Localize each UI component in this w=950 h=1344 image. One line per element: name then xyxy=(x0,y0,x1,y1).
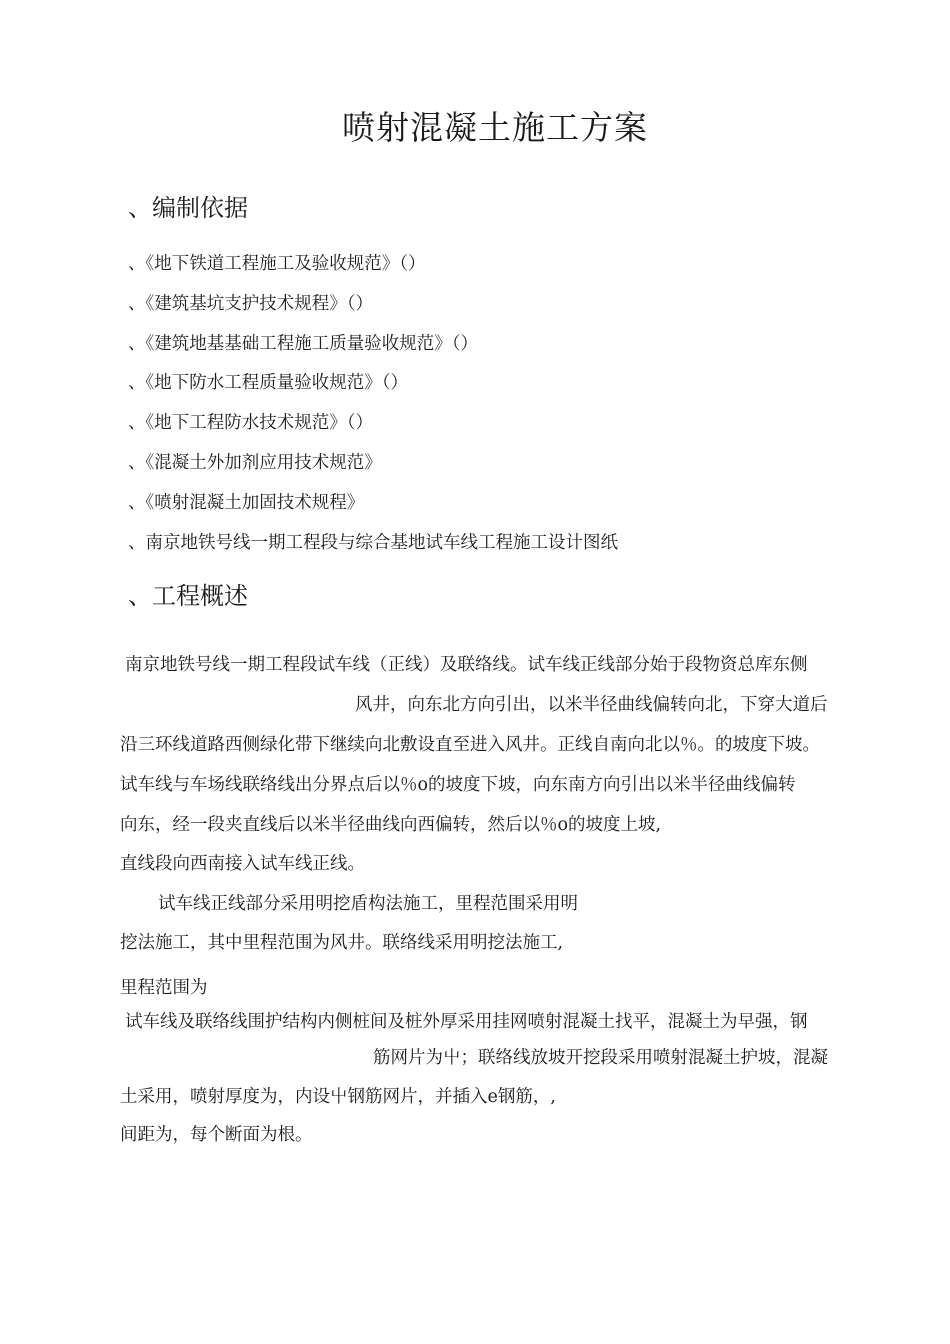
overview-text-line: 风井，向东北方向引出，以米半径曲线偏转向北，下穿大道后 xyxy=(355,695,828,715)
reference-list xyxy=(128,253,618,571)
overview-text-line: 挖法施工，其中里程范围为风井。联络线采用明挖法施工, xyxy=(120,933,564,953)
overview-text-line: 向东，经一段夹直线后以米半径曲线向西偏转，然后以％o的坡度上坡, xyxy=(120,815,662,835)
overview-text-line: 试车线与车场线联络线出分界点后以％o的坡度下坡，向东南方向引出以米半径曲线偏转 xyxy=(120,775,796,795)
reference-item: 、《喷射混凝土加固技术规程》 xyxy=(128,492,365,513)
overview-text-line: 土采用，喷射厚度为，内设屮钢筋网片，并插入e钢筋，, xyxy=(120,1087,556,1107)
document-title: 喷射混凝土施工方案 xyxy=(342,108,648,147)
reference-item: 、《混凝土外加剂应用技术规范》 xyxy=(128,452,382,473)
reference-item: 、《地下工程防水技术规范》（） xyxy=(128,413,373,434)
section-heading-overview: 、工程概述 xyxy=(128,582,248,610)
overview-text-line: 试车线及联络线围护结构内侧桩间及桩外厚采用挂网喷射混凝土找平，混凝土为早强，钢 xyxy=(125,1012,808,1032)
reference-item: 、《地下防水工程质量验收规范》（） xyxy=(128,373,408,394)
overview-text-line: 间距为，每个断面为根。 xyxy=(120,1125,313,1145)
reference-item: 、南京地铁号线一期工程段与综合基地试车线工程施工设计图纸 xyxy=(128,532,618,553)
overview-text-line: 试车线正线部分采用明挖盾构法施工，里程范围采用明 xyxy=(158,894,578,914)
overview-text-line: 南京地铁号线一期工程段试车线（正线）及联络线。试车线正线部分始于段物资总库东侧 xyxy=(125,655,808,675)
reference-item: 、《地下铁道工程施工及验收规范》（） xyxy=(128,254,426,274)
overview-text-line: 里程范围为 xyxy=(120,978,208,998)
overview-text-line: 直线段向西南接入试车线正线。 xyxy=(120,854,365,874)
reference-item: 、《建筑地基基础工程施工质量验收规范》（） xyxy=(128,333,478,354)
reference-item: 、《建筑基坑支护技术规程》（） xyxy=(128,293,373,314)
section-heading-basis: 、编制依据 xyxy=(128,194,248,222)
overview-text-line: 沿三环线道路西侧绿化带下继续向北敷设直至进入风井。正线自南向北以％。的坡度下坡。 xyxy=(120,735,820,755)
overview-text-line: 筋网片为屮；联络线放坡开挖段采用喷射混凝土护坡，混凝 xyxy=(373,1048,828,1068)
